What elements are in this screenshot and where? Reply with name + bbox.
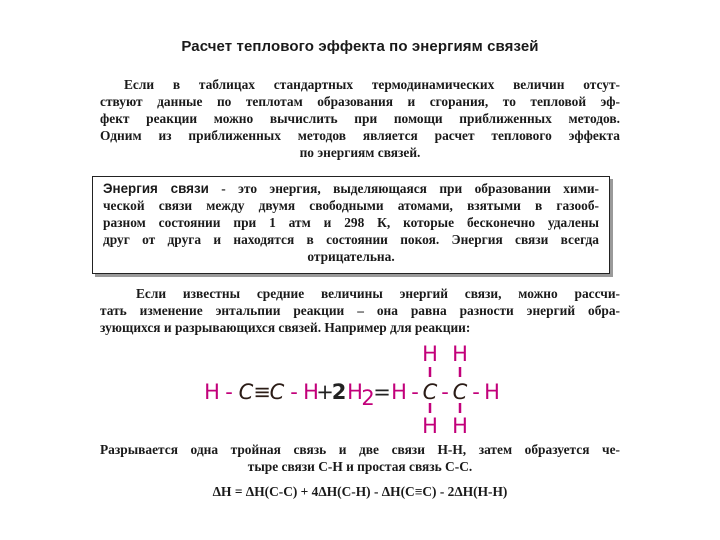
bonds-paragraph [100, 441, 620, 475]
definition-line: ческой связи между двумя свободными атомами, взятыми в газооб- [103, 198, 599, 213]
carbon-atom: C [422, 380, 438, 404]
bond-symbol: - [411, 380, 419, 404]
hydrogen-atom: H [452, 342, 468, 366]
energy-line: тать изменение энтальпии реакции – она равна разности энергий обра- [100, 303, 620, 318]
bond-symbol: - [441, 380, 449, 404]
hydrogen-atom: H [484, 380, 500, 404]
bonds-line: Разрывается одна тройная связь и две связи Н-Н, затем образуется че- [100, 442, 620, 457]
subscript: 2 [361, 386, 375, 410]
bond-symbol: - [290, 380, 298, 404]
intro-line: по энергиям связей. [299, 145, 421, 160]
coefficient: 2 [331, 380, 347, 404]
definition-line: друг от друга и находятся в состоянии покоя. Энергия связи всегда [103, 232, 599, 247]
definition-line: разном состоянии при 1 атм и 298 К, которые бесконечно удалены [103, 215, 599, 230]
plus-sign: + [316, 380, 334, 404]
definition-line: отрицательна. [307, 249, 395, 264]
bond-symbol: - [472, 380, 480, 404]
carbon-atom: C [452, 380, 468, 404]
hydrogen-atom: H [303, 380, 319, 404]
intro-line: фект реакции можно вычислить при помощи приближенных методов. [100, 111, 620, 126]
bond-symbol: - [225, 380, 233, 404]
hydrogen-atom: H [391, 380, 407, 404]
intro-line: Если в таблицах стандартных термодинамических величин отсут- [124, 77, 620, 92]
hydrogen-atom: H [452, 414, 468, 438]
definition-term: Энергия связи [103, 181, 209, 196]
hydrogen-atom: H [347, 380, 363, 404]
hydrogen-atom: H [422, 342, 438, 366]
intro-line: ствуют данные по теплотам образования и сгорания, то тепловой эф- [100, 94, 620, 109]
hydrogen-atom: H [204, 380, 220, 404]
intro-line: Одним из приближенных методов является расчет теплового эффекта [100, 128, 620, 143]
energy-line: Если известны средние величины энергий связи, можно рассчи- [136, 286, 620, 301]
carbon-atom: C [238, 380, 254, 404]
energy-line: зующихся и разрывающихся связей. Например для реакции: [100, 320, 471, 335]
triple-bond-symbol: ≡ [253, 380, 271, 404]
hydrogen-atom: H [422, 414, 438, 438]
equals-sign: = [373, 380, 391, 404]
enthalpy-formula: ΔН = ΔН(С-С) + 4ΔН(С-Н) - ΔН(С≡С) - 2ΔН(Н-Н) [212, 484, 508, 499]
bonds-line: тыре связи С-Н и простая связь С-С. [247, 459, 473, 474]
page-title: Расчет теплового эффекта по энергиям связей [181, 38, 539, 55]
carbon-atom: C [269, 380, 285, 404]
definition-text: - это энергия, выделяющаяся при образовании хими- [208, 181, 599, 196]
